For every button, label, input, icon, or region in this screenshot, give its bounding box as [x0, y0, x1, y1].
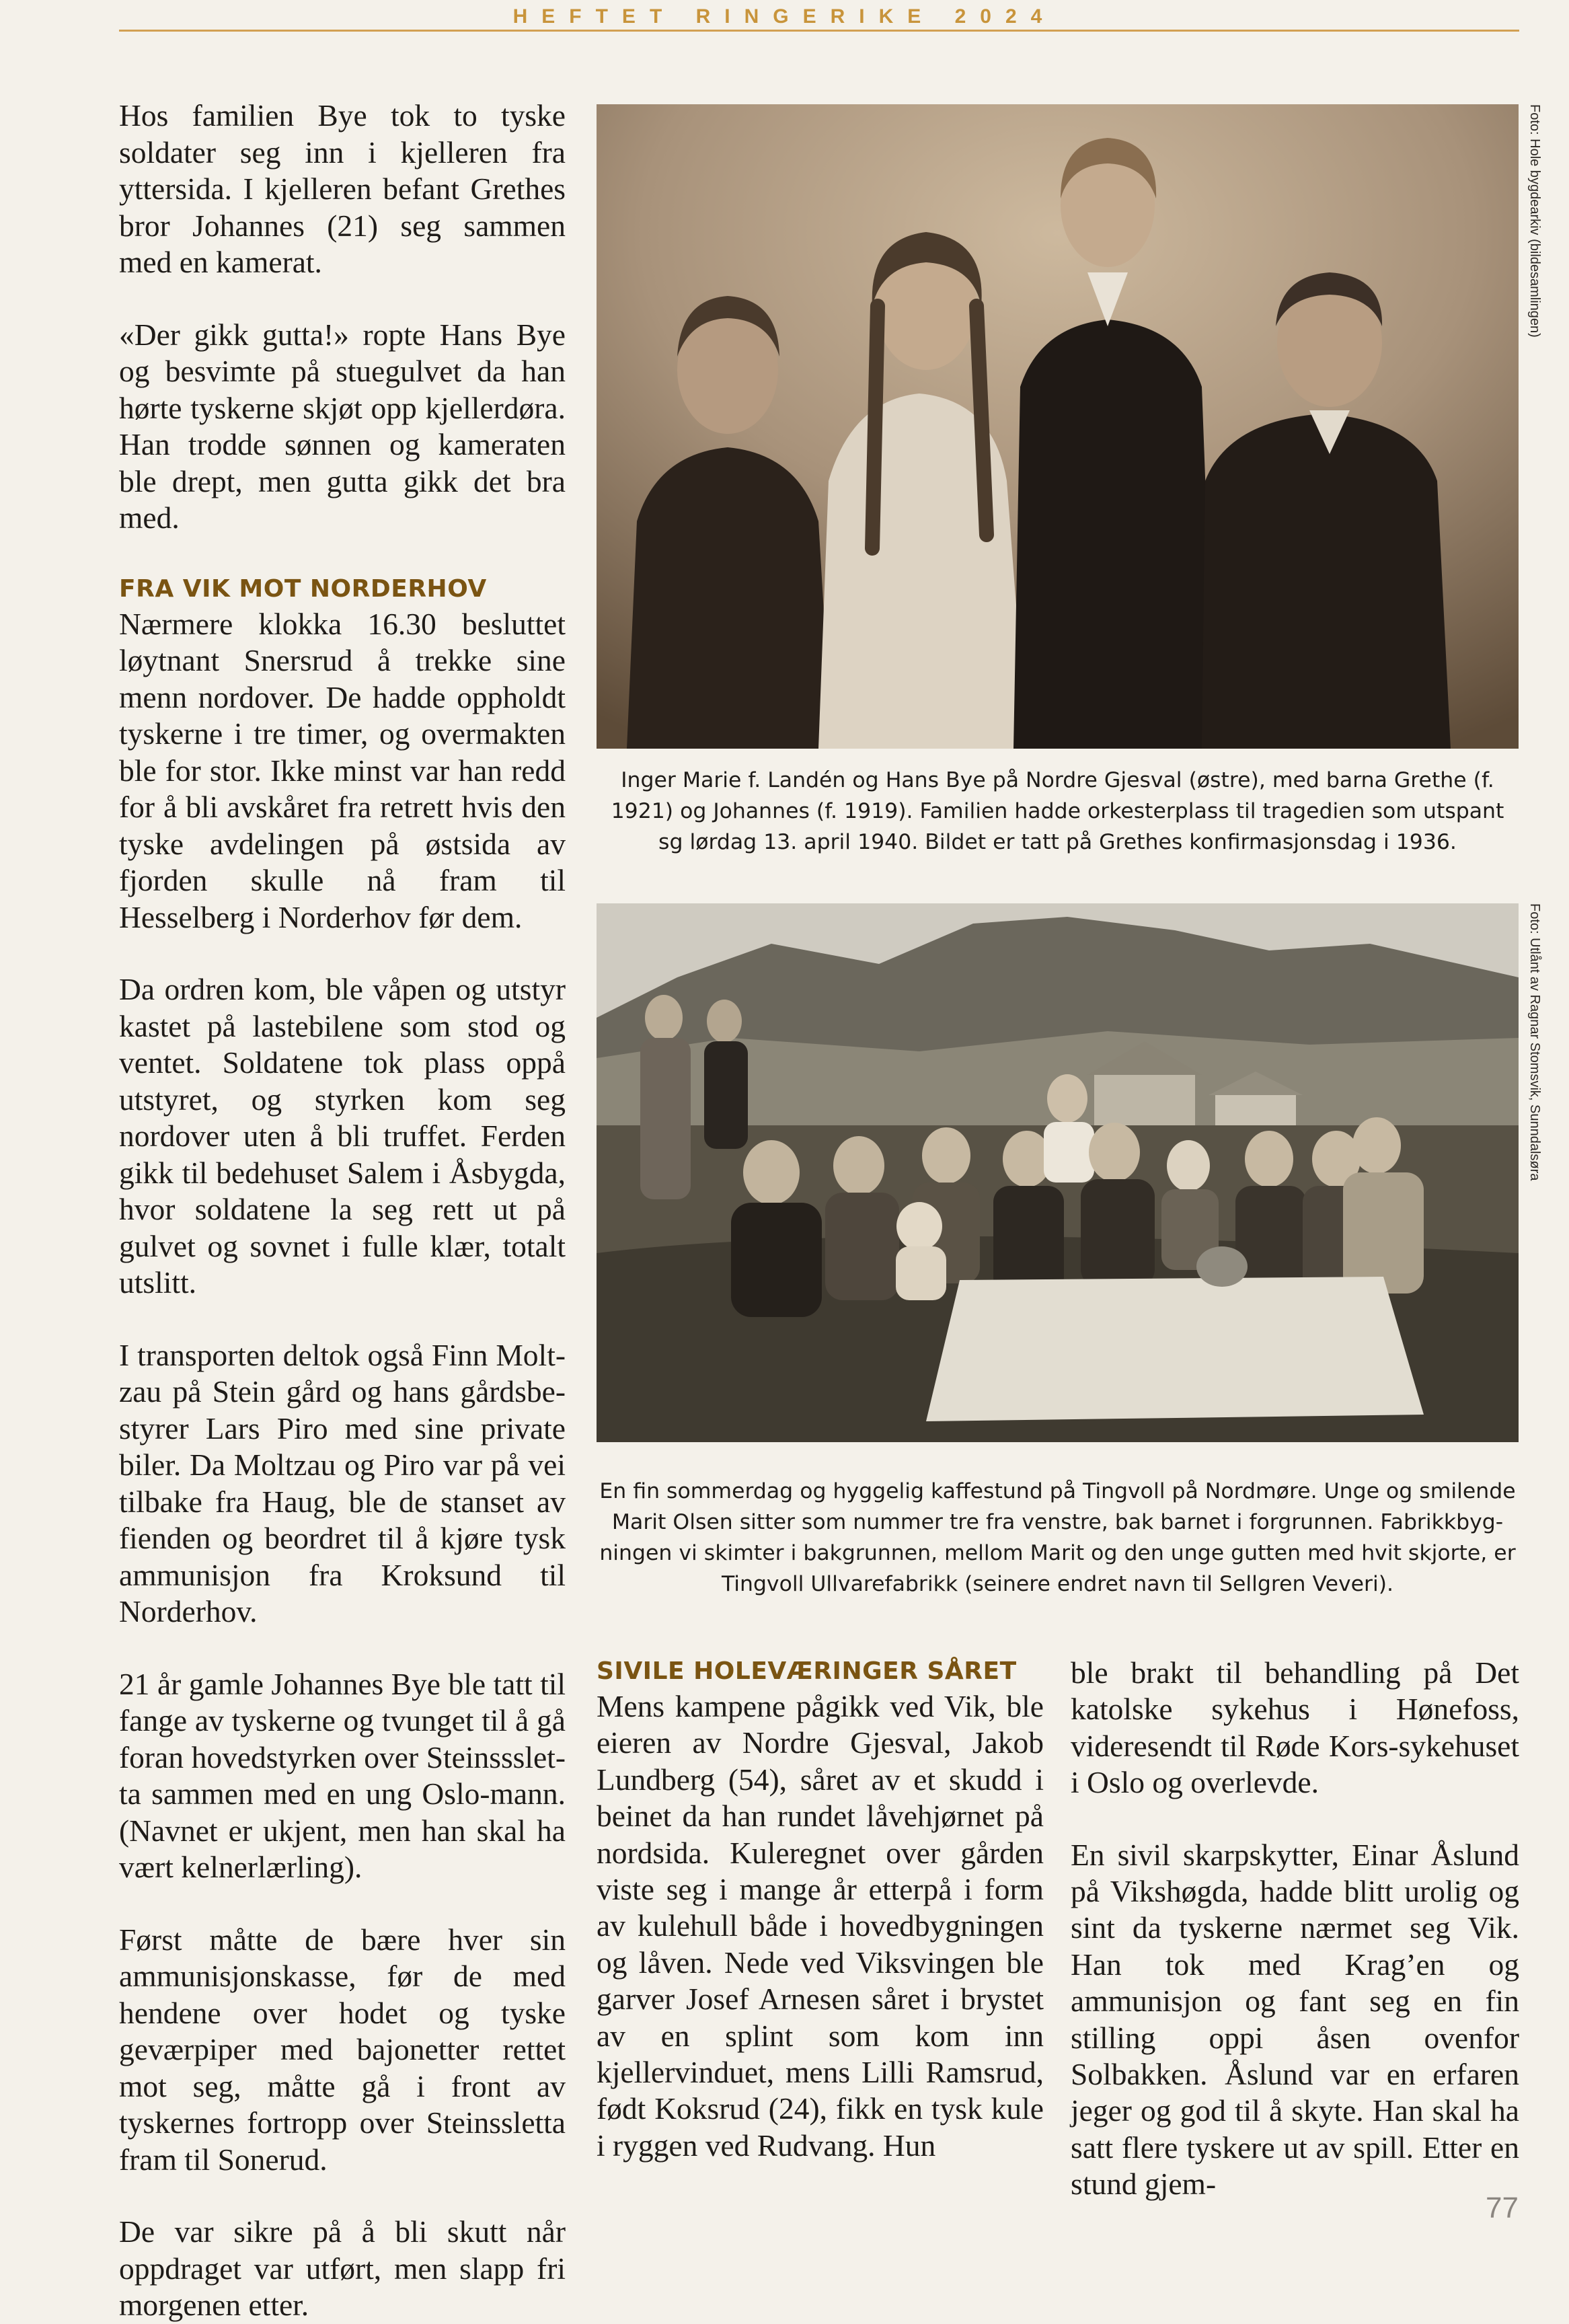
paragraph: Først måtte de bære hver sin ammunisjonskasse, før de med hendene over hodet og tyske geværpiper med bajonetter rettet mot seg, måtte gå i front av tyskernes fortropp over Steinssletta fram til Sonerud.	[119, 1922, 566, 2177]
family-portrait-illustration	[597, 104, 1519, 749]
photo-credit: Foto: Hole bygdearkiv (bildesamlingen)	[1527, 104, 1542, 338]
paragraph: Da ordren kom, ble våpen og utstyr kastet på lastebilene som stod og ventet. Soldatene tok plass oppå utstyret, og styrken kom seg nordover uten å bli truffet. Ferden gikk til bedehuset Salem i Åsbygda, hvor soldatene la seg rett ut på gulvet og sovnet i fulle klær, totalt utslitt.	[119, 972, 566, 1300]
middle-text-column	[597, 1655, 1044, 2164]
header-divider	[119, 30, 1519, 32]
section-heading: FRA VIK MOT NORDERHOV	[119, 574, 487, 603]
right-text-column	[1071, 1655, 1519, 2203]
photo-caption: En fin sommerdag og hyggelig kaffestund på Tingvoll på Nordmøre. Unge og smilende Marit Olsen sitter som nummer tre fra venstre, bak barnet i forgrunnen. Fabrikkbygningen vi skimter i bakgrunnen, mellom Marit og den unge gutten med hvit skjorte, er Tingvoll Ullvarefabrikk (seinere endret navn til Sellgren Veveri).	[599, 1479, 1516, 1596]
paragraph: I transporten deltok også Finn Moltzau på Stein gård og hans gårdsbestyrer Lars Piro med sine private biler. Da Moltzau og Piro var på vei tilbake fra Haug, ble de stanset av fienden og beordret til å kjøre tysk ammunisjon fra Kroksund til Norderhov.	[119, 1337, 566, 1628]
paragraph: De var sikre på å bli skutt når oppdraget var utført, men slapp fri morgenen etter.	[119, 2214, 566, 2322]
paragraph: 21 år gamle Johannes Bye ble tatt til fange av tyskerne og tvunget til å gå foran hovedstyrken over Steinsssletta sammen med en ung Oslo-mann. (Navnet er ukjent, men han skal ha vært kelnerlærling).	[119, 1666, 566, 1884]
section-heading: SIVILE HOLEVÆRINGER SÅRET	[597, 1657, 1017, 1685]
page-number: 77	[1486, 2191, 1519, 2224]
paragraph: Mens kampene pågikk ved Vik, ble eieren av Nordre Gjesval, Jakob Lundberg (54), såret av et skudd i beinet da han rundet låvehjørnet på nordsida. Kuleregnet over gården viste seg i mange år etterpå i form av kulehull både i hovedbygningen og låven. Nede ved Viksvingen ble garver Josef Arnesen såret i brystet av en splint som kom inn kjellervinduet, mens Lilli Ramsrud, født Koksrud (24), fikk en tysk kule i ryggen ved Rudvang. Hun	[597, 1689, 1044, 2163]
photo-credit: Foto: Utlånt av Ragnar Stomsvik, Sunndalsøra	[1527, 903, 1542, 1181]
coffee-party-photo	[597, 903, 1519, 1442]
paragraph: ble brakt til behandling på Det katolske sykehus i Hønefoss, videresendt til Røde Kors-sykehuset i Oslo og overlevde.	[1071, 1655, 1519, 1800]
photo-caption: Inger Marie f. Landén og Hans Bye på Nordre Gjesval (østre), med barna Grethe (f. 1921) og Johannes (f. 1919). Familien hadde orkesterplass til tragedien som utspant sg lørdag 13. april 1940. Bildet er tatt på Grethes konfirmasjonsdag i 1936.	[611, 768, 1504, 854]
paragraph: «Der gikk gutta!» ropte Hans Bye og besvimte på stuegulvet da han hørte tyskerne skjøt opp kjellerdøra. Han trodde sønnen og kameraten ble drept, men gutta gikk det bra med.	[119, 317, 566, 535]
left-text-column	[119, 98, 566, 2324]
paragraph: Nærmere klokka 16.30 besluttet løytnant Snersrud å trekke sine menn nordover. De hadde oppholdt tyskerne i tre timer, og overmakten ble for stor. Ikke minst var han redd for å bli avskåret fra retrett hvis den tyske avdelingen på østsida av fjorden skulle nå fram til Hesselberg i Norderhov før dem.	[119, 606, 566, 934]
paragraph: En sivil skarpskytter, Einar Åslund på Vikshøgda, hadde blitt urolig og sint da tyskerne nærmet seg Vik. Han tok med Krag’en og ammunisjon og fant seg en fin stilling oppi åsen ovenfor Solbakken. Åslund var en erfaren jeger og god til å skyte. Han skal ha satt flere tyskere ut av spill. Etter en stund gjem-	[1071, 1837, 1519, 2202]
running-header: HEFTET RINGERIKE 2024	[512, 5, 1057, 28]
coffee-party-illustration	[597, 903, 1519, 1442]
family-portrait-photo	[597, 104, 1519, 749]
paragraph: Hos familien Bye tok to tyske soldater seg inn i kjelleren fra yttersida. I kjelleren befant Grethes bror Johannes (21) seg sammen med en kamerat.	[119, 98, 566, 279]
